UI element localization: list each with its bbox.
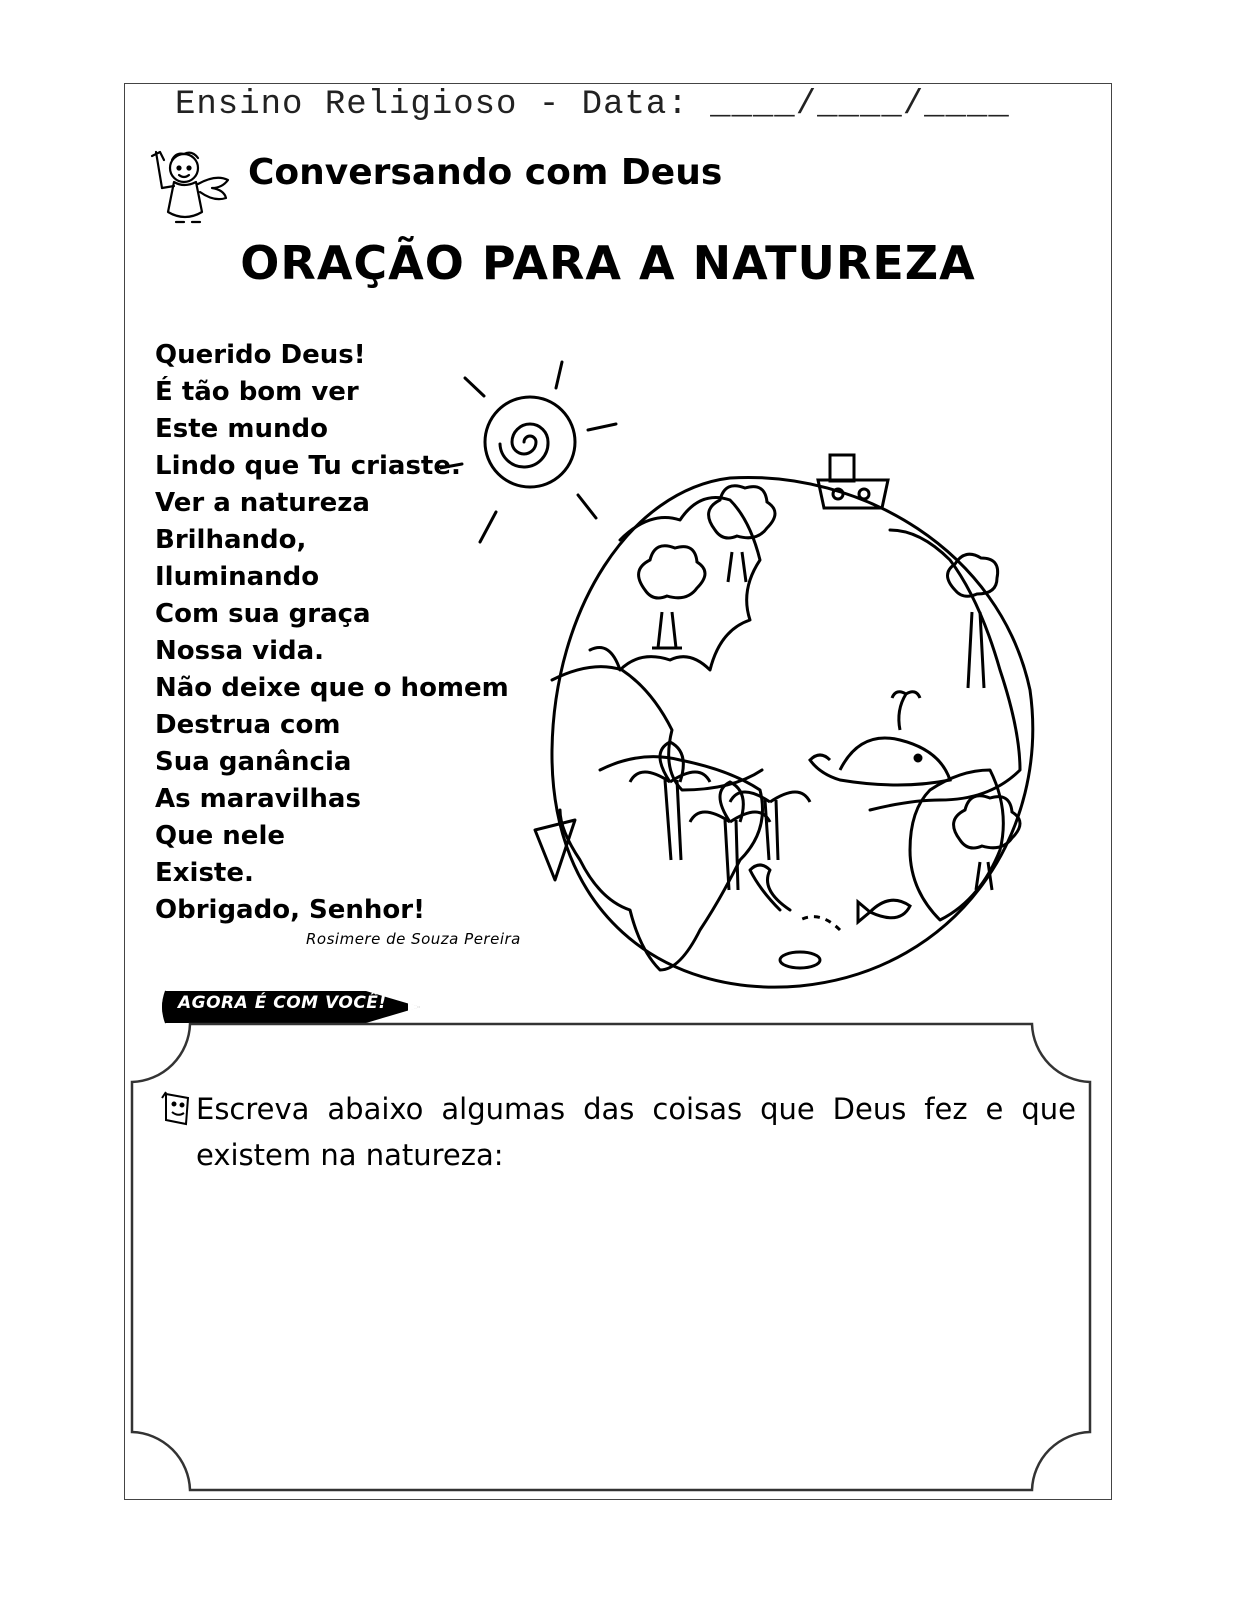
poem-line: Querido Deus! (155, 340, 366, 370)
poem-line: Obrigado, Senhor! (155, 895, 425, 925)
section-subtitle: Conversando com Deus (248, 152, 723, 193)
poem-line: Não deixe que o homem (155, 673, 509, 703)
boat-icon (818, 455, 888, 508)
sun-icon (440, 362, 616, 542)
poem-line: Este mundo (155, 414, 328, 444)
nature-illustration (440, 350, 1060, 1000)
poem-line: Ver a natureza (155, 488, 370, 518)
poem-line: Brilhando, (155, 525, 307, 555)
fish-icon (780, 900, 910, 968)
poem-line: Com sua graça (155, 599, 371, 629)
poem-line: Existe. (155, 858, 254, 888)
angel-icon (148, 148, 238, 230)
whale-icon (810, 692, 950, 785)
poem-line: Que nele (155, 821, 285, 851)
palm-tree-icon (630, 742, 810, 890)
activity-banner: AGORA É COM VOCÊ! (178, 993, 387, 1013)
poem-author: Rosimere de Souza Pereira (306, 930, 521, 948)
header-line (175, 86, 1010, 124)
activity-instruction: Escreva abaixo algumas das coisas que Deus fez e que existem na natureza: (196, 1092, 1076, 1172)
date-blanks[interactable]: ____/____/____ (710, 86, 1010, 124)
tree-icon (639, 486, 1020, 890)
poem-line: Nossa vida. (155, 636, 325, 666)
poem-line: Sua ganância (155, 747, 352, 777)
poem-line: Lindo que Tu criaste. (155, 451, 461, 481)
poem-line: Iluminando (155, 562, 320, 592)
globe-icon (535, 477, 1033, 987)
pencil-icon (160, 1088, 196, 1128)
page-title: ORAÇÃO PARA A NATUREZA (240, 236, 976, 290)
poem-line: As maravilhas (155, 784, 361, 814)
poem-line: É tão bom ver (155, 377, 359, 407)
poem-line: Destrua com (155, 710, 341, 740)
subject-label: Ensino Religioso - Data: (175, 86, 689, 124)
